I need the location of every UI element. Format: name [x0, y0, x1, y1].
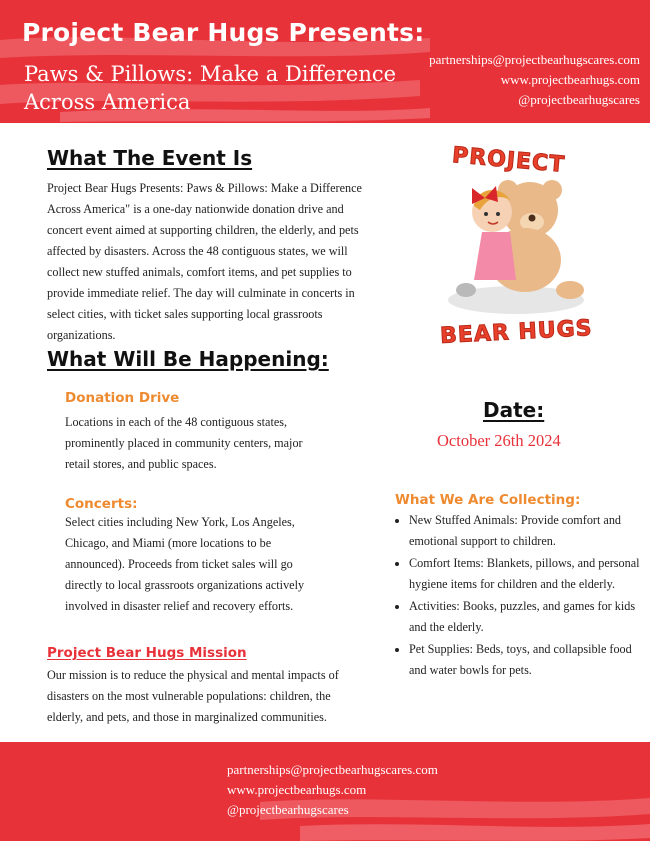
- concerts-text: Select cities including New York, Los Angeles, Chicago, and Miami (more locations to be announced). Proceeds from ticket sales will go directly to local grassroots organizations actively involved in disaster relief and recovery efforts.: [65, 515, 305, 613]
- date-label: Date:: [483, 398, 545, 422]
- logo-text-bottom: BEAR HUGS: [439, 316, 594, 349]
- list-item: • Comfort Items: Blankets, pillows, and personal hygiene items for children and the elderly.: [409, 553, 649, 595]
- footer-email[interactable]: partnerships@projectbearhugscares.com: [227, 762, 438, 777]
- footer-website[interactable]: www.projectbearhugs.com: [227, 782, 367, 797]
- mission-text: Our mission is to reduce the physical and mental impacts of disasters on the most vulnerable populations: children, the elderly, and pets, and those in marginalized communities.: [47, 668, 339, 724]
- event-subtitle: Paws & Pillows: Make a Difference Across America: [24, 62, 397, 114]
- list-item: • Activities: Books, puzzles, and games for kids and the elderly.: [409, 596, 649, 638]
- collecting-heading: What We Are Collecting:: [395, 492, 581, 508]
- project-bear-hugs-logo: [430, 140, 600, 360]
- header-website[interactable]: www.projectbearhugs.com: [500, 72, 640, 87]
- footer-contact: [227, 760, 438, 820]
- logo-text-top: PROJECT: [451, 143, 567, 178]
- footer-social-handle[interactable]: @projectbearhugscares: [227, 802, 349, 817]
- happening-heading: What Will Be Happening:: [47, 347, 329, 371]
- donation-drive-text: Locations in each of the 48 contiguous states, prominently placed in community centers, major retail stores, and public spaces.: [65, 415, 303, 471]
- list-item: • Pet Supplies: Beds, toys, and collapsible food and water bowls for pets.: [409, 639, 649, 681]
- concerts-heading: Concerts:: [65, 496, 138, 512]
- header-banner: [0, 0, 650, 123]
- footer-banner: [0, 742, 650, 841]
- presents-title: Project Bear Hugs Presents:: [22, 18, 425, 47]
- event-heading: What The Event Is: [47, 146, 253, 170]
- header-email[interactable]: partnerships@projectbearhugscares.com: [429, 52, 640, 67]
- header-social-handle[interactable]: @projectbearhugscares: [518, 92, 640, 107]
- list-item: • New Stuffed Animals: Provide comfort and emotional support to children.: [409, 510, 649, 552]
- event-description: Project Bear Hugs Presents: Paws & Pillows: Make a Difference Across America" is a one-day nationwide donation drive and concert event aimed at supporting children, the elderly, and pets affected by disasters. Across the 48 contiguous states, we will collect new stuffed animals, comfort items, and pet supplies to provide immediate relief. The day will culminate in concerts in select cities, with ticket sales supporting local grassroots organizations.: [47, 181, 362, 342]
- header-contact: [429, 50, 640, 110]
- date-value: October 26th 2024: [437, 431, 561, 450]
- mission-heading: Project Bear Hugs Mission: [47, 645, 247, 661]
- donation-drive-heading: Donation Drive: [65, 390, 180, 406]
- collecting-list: [395, 510, 649, 682]
